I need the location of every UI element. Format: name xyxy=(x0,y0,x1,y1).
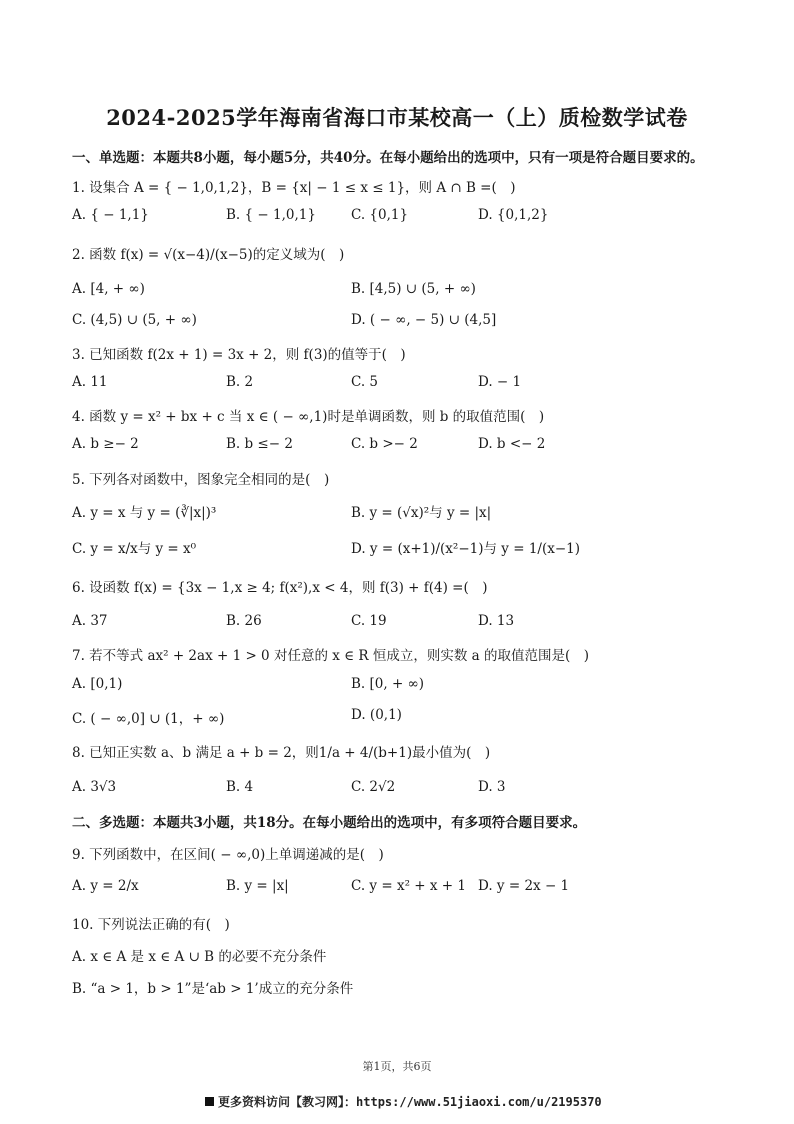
option-c: C. 19 xyxy=(351,613,387,629)
question-stem: 6. 设函数 f(x) = {3x − 1,x ≥ 4; f(x²),x < 4，则 f(3) + f(4) =( ) xyxy=(72,580,488,596)
option-b: B. “a > 1，b > 1”是‘ab > 1’成立的充分条件 xyxy=(72,981,354,997)
option-d: D. y = 2x − 1 xyxy=(478,878,570,894)
promo-text: 更多资料访问【教习网】： xyxy=(218,1095,357,1109)
option-d: D. {0,1,2} xyxy=(478,207,549,223)
option-a: A. { − 1,1} xyxy=(72,207,149,223)
option-a: A. 3√3 xyxy=(72,779,117,795)
option-a: A. [0,1) xyxy=(72,676,123,692)
question-stem: 10. 下列说法正确的有( ) xyxy=(72,917,230,933)
promo-link[interactable]: https://www.51jiaoxi.com/u/2195370 xyxy=(356,1095,602,1109)
promo-banner xyxy=(205,1093,602,1110)
option-a: A. y = x 与 y = (∛|x|)³ xyxy=(72,505,217,521)
option-a: A. 37 xyxy=(72,613,108,629)
question-stem: 8. 已知正实数 a、b 满足 a + b = 2，则1/a + 4/(b+1)最小值为( ) xyxy=(72,745,491,761)
section-heading-single-choice: 一、单选题：本题共8小题，每小题5分，共40分。在每小题给出的选项中，只有一项是符合题目要求的。 xyxy=(72,150,704,166)
option-d: D. − 1 xyxy=(478,374,522,390)
option-c: C. y = x/x与 y = x⁰ xyxy=(72,541,197,557)
option-b: B. { − 1,0,1} xyxy=(226,207,316,223)
option-c: C. y = x² + x + 1 xyxy=(351,878,466,894)
option-b: B. 2 xyxy=(226,374,254,390)
question-stem: 3. 已知函数 f(2x + 1) = 3x + 2，则 f(3)的值等于( ) xyxy=(72,347,406,363)
section-heading-multiple-choice: 二、多选题：本题共3小题，共18分。在每小题给出的选项中，有多项符合题目要求。 xyxy=(72,815,587,831)
option-b: B. [0, + ∞) xyxy=(351,676,425,692)
option-b: B. 4 xyxy=(226,779,254,795)
question-stem: 5. 下列各对函数中，图象完全相同的是( ) xyxy=(72,472,330,488)
page-number: 第1页，共6页 xyxy=(362,1060,432,1073)
option-a: A. y = 2/x xyxy=(72,878,139,894)
option-c: C. {0,1} xyxy=(351,207,409,223)
question-stem: 2. 函数 f(x) = √(x−4)/(x−5)的定义域为( ) xyxy=(72,247,345,263)
option-a: A. x ∈ A 是 x ∈ A ∪ B 的必要不充分条件 xyxy=(72,949,327,965)
option-c: C. (4,5) ∪ (5, + ∞) xyxy=(72,312,197,328)
option-b: B. y = |x| xyxy=(226,878,289,894)
flag-icon xyxy=(205,1097,214,1106)
option-d: D. 3 xyxy=(478,779,506,795)
option-c: C. b >− 2 xyxy=(351,436,418,452)
option-a: A. b ≥− 2 xyxy=(72,436,139,452)
option-a: A. [4, + ∞) xyxy=(72,281,145,297)
option-c: C. 5 xyxy=(351,374,379,390)
option-d: D. 13 xyxy=(478,613,515,629)
option-a: A. 11 xyxy=(72,374,108,390)
option-c: C. ( − ∞,0] ∪ (1，+ ∞) xyxy=(72,711,225,727)
option-d: D. ( − ∞, − 5) ∪ (4,5] xyxy=(351,312,497,328)
question-stem: 4. 函数 y = x² + bx + c 当 x ∈ ( − ∞,1)时是单调函数，则 b 的取值范围( ) xyxy=(72,409,545,425)
option-d: D. b <− 2 xyxy=(478,436,546,452)
option-b: B. y = (√x)²与 y = |x| xyxy=(351,505,492,521)
option-c: C. 2√2 xyxy=(351,779,396,795)
option-b: B. b ≤− 2 xyxy=(226,436,293,452)
option-d: D. y = (x+1)/(x²−1)与 y = 1/(x−1) xyxy=(351,541,580,557)
option-b: B. 26 xyxy=(226,613,262,629)
option-d: D. (0,1) xyxy=(351,707,402,723)
question-stem: 1. 设集合 A = { − 1,0,1,2}，B = {x| − 1 ≤ x ≤ 1}，则 A ∩ B =( ) xyxy=(72,180,516,196)
page-title: 2024-2025学年海南省海口市某校高一（上）质检数学试卷 xyxy=(106,105,688,130)
question-stem: 7. 若不等式 ax² + 2ax + 1 > 0 对任意的 x ∈ R 恒成立，则实数 a 的取值范围是( ) xyxy=(72,648,590,664)
question-stem: 9. 下列函数中，在区间( − ∞,0)上单调递减的是( ) xyxy=(72,847,384,863)
option-b: B. [4,5) ∪ (5, + ∞) xyxy=(351,281,476,297)
